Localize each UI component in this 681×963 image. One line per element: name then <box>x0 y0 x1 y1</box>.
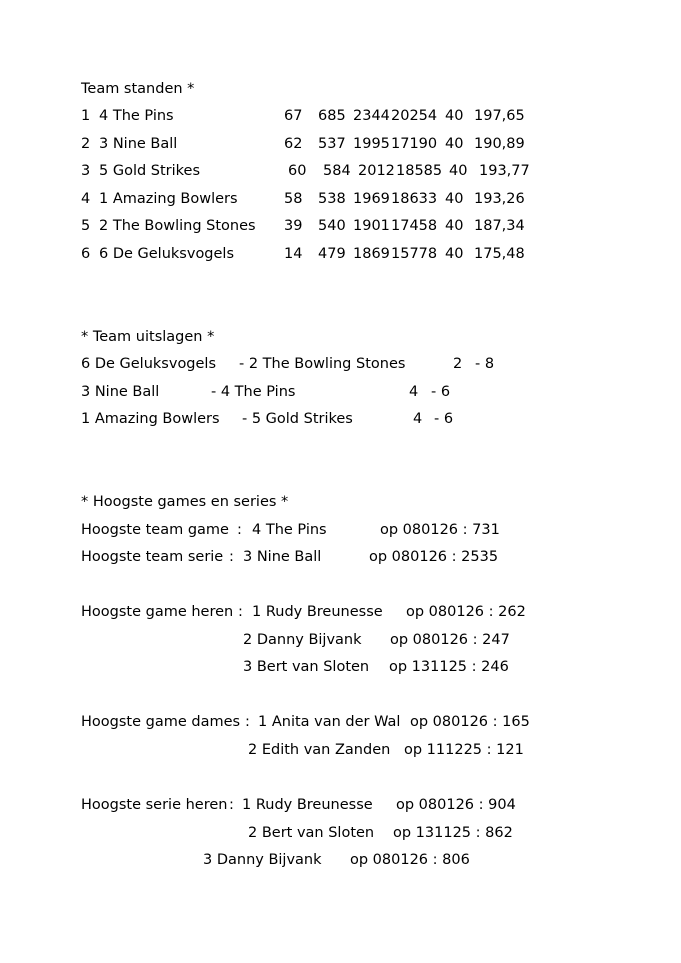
standings-c3: 1901 <box>353 218 390 234</box>
result-score-away: - 6 <box>434 411 454 427</box>
result-row <box>0 410 681 428</box>
result-away-team: - 5 Gold Strikes <box>242 411 353 427</box>
standings-row <box>0 190 681 208</box>
player-name: 1 Rudy Breunesse <box>252 604 383 620</box>
highest-series-men-row <box>0 796 681 814</box>
result-home-team: 1 Amazing Bowlers <box>81 411 220 427</box>
player-name: 2 Bert van Sloten <box>248 825 375 841</box>
standings-c4: 20254 <box>391 108 438 124</box>
standings-avg: 193,77 <box>479 163 530 179</box>
standings-row <box>0 217 681 235</box>
player-result: op 111225 : 121 <box>404 742 524 758</box>
standings-rank: 6 <box>81 246 91 262</box>
standings-avg: 175,48 <box>474 246 525 262</box>
standings-points: 58 <box>284 191 303 207</box>
highest-team-series-row <box>0 548 681 566</box>
standings-c2: 537 <box>318 136 346 152</box>
standings-c5: 40 <box>445 108 464 124</box>
player-name: 2 Danny Bijvank <box>243 632 362 648</box>
player-result: op 080126 : 247 <box>390 632 510 648</box>
separator: : <box>245 714 250 730</box>
highest-game-men-label: Hoogste game heren <box>81 604 234 620</box>
highest-team-game-result: op 080126 : 731 <box>380 522 500 538</box>
result-row <box>0 383 681 401</box>
highest-team-series-result: op 080126 : 2535 <box>369 549 499 565</box>
standings-points: 14 <box>284 246 303 262</box>
standings-c3: 1869 <box>353 246 390 262</box>
highest-team-game-row <box>0 521 681 539</box>
result-score-home: 2 <box>453 356 463 372</box>
highest-game-women-row <box>0 713 681 731</box>
result-home-team: 6 De Geluksvogels <box>81 356 217 372</box>
highest-series-men-label: Hoogste serie heren <box>81 797 228 813</box>
result-score-away: - 6 <box>431 384 451 400</box>
standings-c5: 40 <box>445 136 464 152</box>
result-score-home: 4 <box>409 384 419 400</box>
highest-series-men-row <box>0 851 681 869</box>
highest-team-series-name: 3 Nine Ball <box>243 549 322 565</box>
standings-c5: 40 <box>445 246 464 262</box>
result-away-team: - 4 The Pins <box>211 384 296 400</box>
standings-rank: 3 <box>81 163 91 179</box>
standings-rank: 1 <box>81 108 91 124</box>
standings-team: 6 De Geluksvogels <box>99 246 235 262</box>
highest-series-men-row <box>0 824 681 842</box>
highest-team-game-label: Hoogste team game <box>81 522 229 538</box>
standings-points: 60 <box>288 163 307 179</box>
standings-team: 1 Amazing Bowlers <box>99 191 238 207</box>
standings-c4: 17458 <box>391 218 438 234</box>
standings-c4: 18585 <box>396 163 443 179</box>
highest-game-women-label: Hoogste game dames <box>81 714 241 730</box>
standings-rank: 4 <box>81 191 91 207</box>
standings-c4: 15778 <box>391 246 438 262</box>
player-name: 2 Edith van Zanden <box>248 742 391 758</box>
standings-team: 3 Nine Ball <box>99 136 178 152</box>
standings-c2: 538 <box>318 191 346 207</box>
standings-c5: 40 <box>445 218 464 234</box>
highest-game-women-row <box>0 741 681 759</box>
result-score-home: 4 <box>413 411 423 427</box>
player-result: op 080126 : 806 <box>350 852 470 868</box>
standings-c5: 40 <box>449 163 468 179</box>
standings-rank: 5 <box>81 218 91 234</box>
standings-c3: 1969 <box>353 191 390 207</box>
highest-team-series-label: Hoogste team serie <box>81 549 224 565</box>
player-result: op 131125 : 862 <box>393 825 513 841</box>
standings-row <box>0 107 681 125</box>
player-result: op 080126 : 165 <box>410 714 530 730</box>
standings-c3: 1995 <box>353 136 390 152</box>
standings-c3: 2012 <box>358 163 395 179</box>
standings-title: Team standen * <box>81 81 195 97</box>
separator: : <box>229 797 234 813</box>
highest-game-men-row <box>0 658 681 676</box>
standings-points: 39 <box>284 218 303 234</box>
standings-avg: 190,89 <box>474 136 525 152</box>
standings-c2: 540 <box>318 218 346 234</box>
standings-c2: 685 <box>318 108 346 124</box>
highest-game-men-row <box>0 603 681 621</box>
standings-c2: 584 <box>323 163 351 179</box>
highest-team-game-name: 4 The Pins <box>252 522 327 538</box>
player-name: 1 Rudy Breunesse <box>242 797 373 813</box>
player-name: 3 Danny Bijvank <box>203 852 322 868</box>
separator: : <box>237 522 242 538</box>
player-name: 3 Bert van Sloten <box>243 659 370 675</box>
standings-avg: 197,65 <box>474 108 525 124</box>
standings-avg: 187,34 <box>474 218 525 234</box>
player-result: op 080126 : 904 <box>396 797 516 813</box>
standings-team: 4 The Pins <box>99 108 174 124</box>
standings-c2: 479 <box>318 246 346 262</box>
player-result: op 131125 : 246 <box>389 659 509 675</box>
player-result: op 080126 : 262 <box>406 604 526 620</box>
result-home-team: 3 Nine Ball <box>81 384 160 400</box>
standings-team: 2 The Bowling Stones <box>99 218 256 234</box>
player-name: 1 Anita van der Wal <box>258 714 401 730</box>
result-row <box>0 355 681 373</box>
standings-points: 67 <box>284 108 303 124</box>
results-title: * Team uitslagen * <box>81 329 215 345</box>
result-score-away: - 8 <box>475 356 495 372</box>
standings-row <box>0 135 681 153</box>
standings-row <box>0 162 681 180</box>
standings-points: 62 <box>284 136 303 152</box>
result-away-team: - 2 The Bowling Stones <box>239 356 406 372</box>
separator: : <box>238 604 243 620</box>
standings-rank: 2 <box>81 136 91 152</box>
standings-avg: 193,26 <box>474 191 525 207</box>
highest-game-men-row <box>0 631 681 649</box>
standings-row <box>0 245 681 263</box>
standings-c5: 40 <box>445 191 464 207</box>
highest-title: * Hoogste games en series * <box>81 494 289 510</box>
standings-c4: 17190 <box>391 136 438 152</box>
standings-c4: 18633 <box>391 191 438 207</box>
standings-team: 5 Gold Strikes <box>99 163 201 179</box>
standings-c3: 2344 <box>353 108 390 124</box>
separator: : <box>229 549 234 565</box>
